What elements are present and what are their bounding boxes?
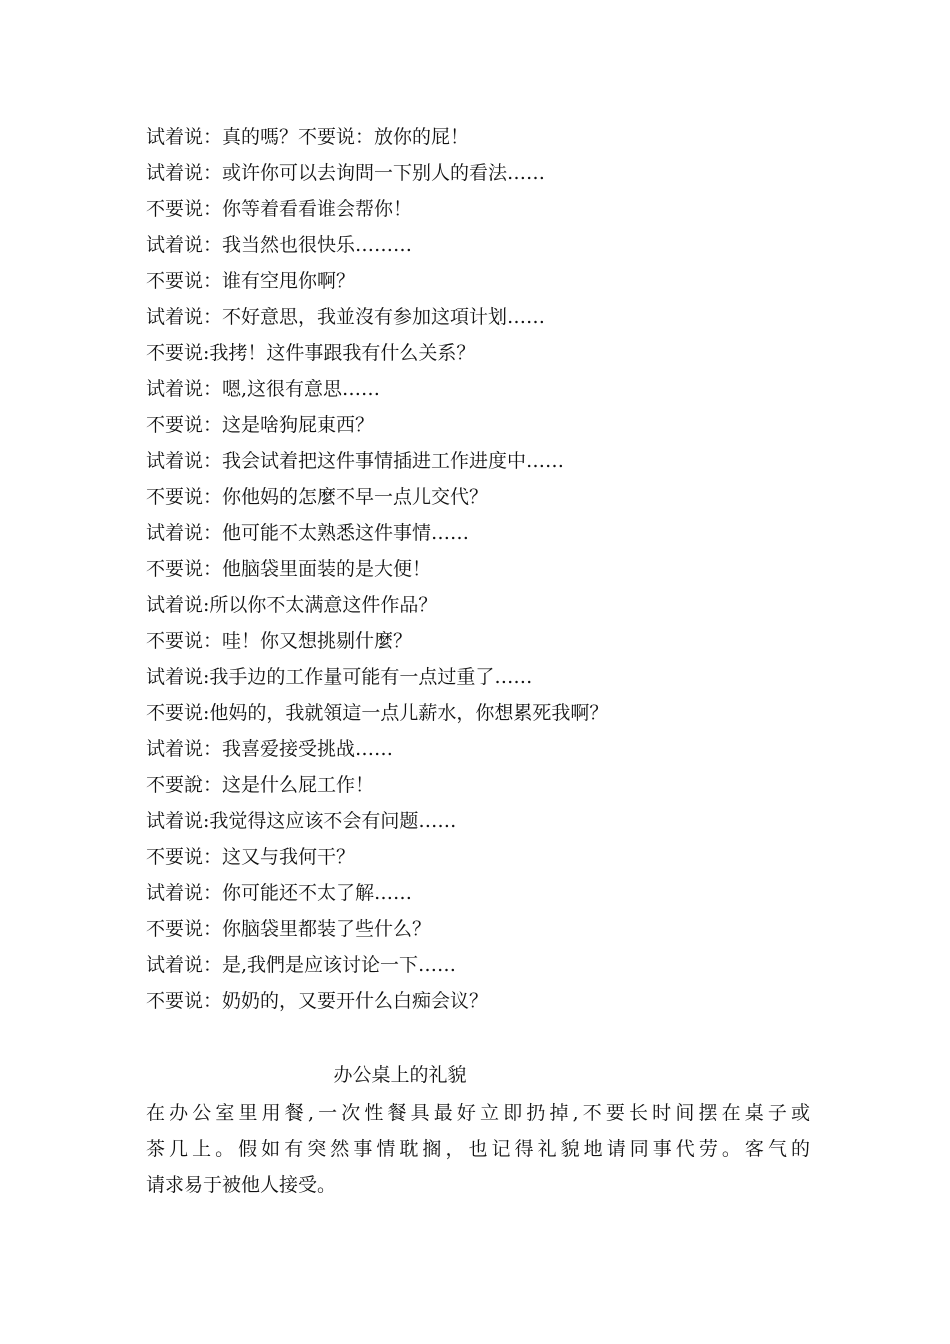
section-title-text: 办公桌上的礼貌 [333,1064,467,1086]
phrase-line: 不要说:他妈的，我就領這一点儿薪水，你想累死我啊？ [146,702,609,724]
phrase-line: 不要说：哇！你又想挑剔什麼？ [146,630,413,652]
phrase-line: 不要說：这是什么屁工作！ [146,774,375,796]
phrase-line: 不要说:我拷！这件事跟我有什么关系？ [146,342,476,364]
phrase-line: 试着说：或许你可以去询問一下别人的看法…… [146,162,546,184]
section-heading [0,1057,800,1093]
section-paragraph [146,1095,810,1203]
phrase-line: 不要说：他脑袋里面装的是大便！ [146,558,432,580]
phrase-line: 试着说：不好意思，我並沒有参加这項计划…… [146,306,546,328]
phrase-line: 试着说：真的嗎？不要说：放你的屁！ [146,126,470,148]
phrase-line: 不要说：你他妈的怎麼不早一点儿交代？ [146,486,489,508]
phrase-line: 试着说：你可能还不太了解…… [146,882,413,904]
phrase-line: 试着说：我当然也很快乐……… [146,234,413,256]
phrase-line: 试着说：是,我們是应该讨论一下…… [146,954,457,976]
paragraph-line: 请求易于被他人接受。 [146,1174,337,1196]
phrase-line: 试着说：他可能不太熟悉这件事情…… [146,522,470,544]
phrase-line: 不要说：你等着看看谁会帮你！ [146,198,413,220]
phrase-list [146,119,846,1019]
phrase-line: 不要说：奶奶的，又要开什么白痴会议？ [146,990,489,1012]
phrase-line: 不要说：这又与我何干？ [146,846,356,868]
phrase-line: 试着说：我喜爱接受挑战…… [146,738,394,760]
phrase-line: 试着说：我会试着把这件事情插进工作进度中…… [146,450,565,472]
phrase-line: 不要说：这是啥狗屁東西？ [146,414,375,436]
phrase-line: 试着说:我觉得这应该不会有问题…… [146,810,457,832]
phrase-line: 试着说：嗯,这很有意思…… [146,378,381,400]
paragraph-line: 在办公室里用餐,一次性餐具最好立即扔掉,不要长时间摆在桌子或 [146,1102,810,1124]
phrase-line: 试着说:所以你不太满意这件作品？ [146,594,438,616]
phrase-line: 试着说:我手边的工作量可能有一点过重了…… [146,666,533,688]
phrase-line: 不要说：你脑袋里都装了些什么？ [146,918,432,940]
phrase-line: 不要说：谁有空甩你啊？ [146,270,356,292]
paragraph-line: 茶几上。假如有突然事情耽搁，也记得礼貌地请同事代劳。客气的 [146,1138,810,1160]
